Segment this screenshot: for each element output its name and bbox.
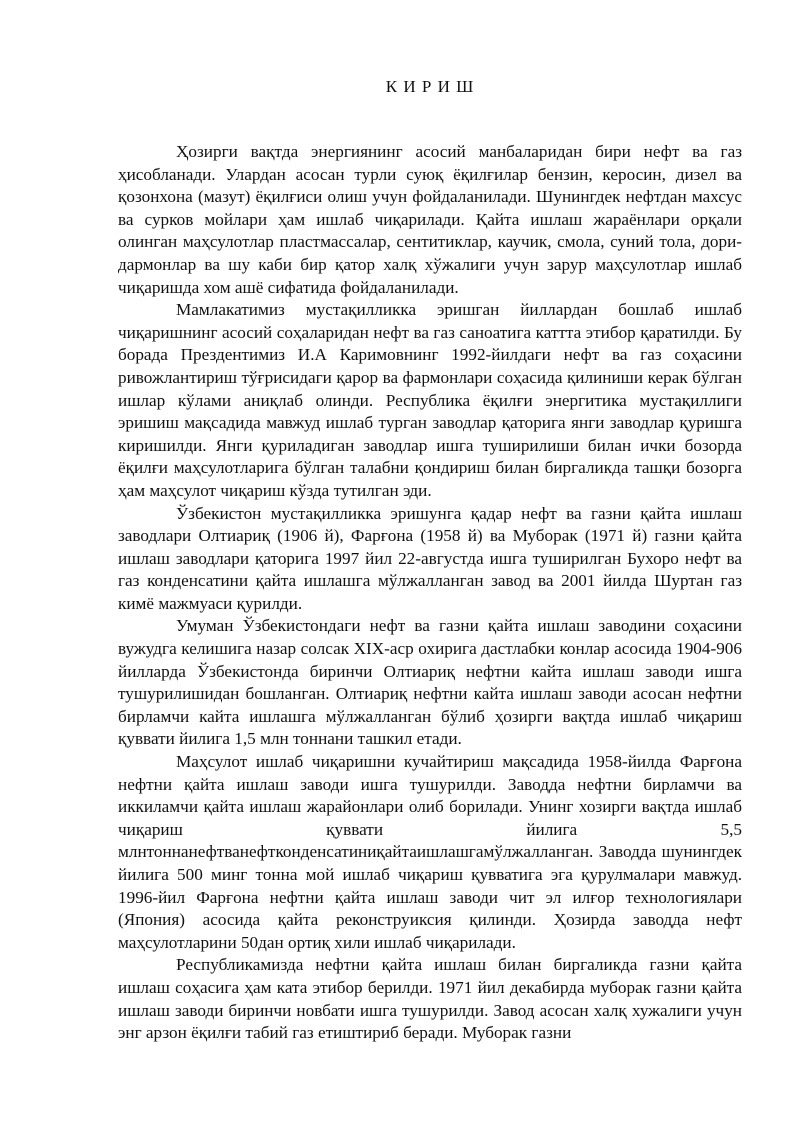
paragraph-4: Умуман Ўзбекистондаги нефт ва газни қайта ишлаш заводини соҳасини вужудга келишига назар солсак XIX-аср охирига дастлабки конлар асосида 1904-906 йилларда Ўзбекистонда биринчи Олтиариқ нефтни кайта ишлаш заводи ишга тушурилишидан бошланган. Олтиариқ нефтни кайта ишлаш заводи асосан нефтни бирламчи кайта ишлашга мўлжалланган бўлиб ҳозирги вақтда ишлаб чиқариш қуввати йилига 1,5 млн тоннани ташкил етади. bbox=[118, 616, 742, 749]
paragraph-2: Мамлакатимиз мустақилликка эришган йиллардан бошлаб ишлаб чиқаришнинг асосий соҳаларидан нефт ва газ саноатига каттта этибор қаратилди. Бу борада Прездентимиз И.А Каримовнинг 1992-йилдаги нефт ва газ соҳасини ривожлантириш тўғрисидаги қарор ва фармонлари соҳасида қилиниши керак бўлган ишлар кўлами аниқлаб олинди. Республика ёқилғи энергитика мустақиллиги эришиш мақсадида мавжуд ишлаб турган заводлар қаторига янги заводлар қуришга киришилди. Янги қуриладиган заводлар ишга туширилиши билан ички бозорда ёқилғи маҳсулотларига бўлган талабни қондириш билан биргаликда ташқи бозорга ҳам маҳсулот чиқариш кўзда тутилган эди. bbox=[118, 300, 742, 500]
paragraph-3: Ўзбекистон мустақилликка эришунга қадар нефт ва газни қайта ишлаш заводлари Олтиариқ (1906 й), Фарғона (1958 й) ва Муборак (1971 й) газни қайта ишлаш заводлари қаторига 1997 йил 22-августда ишга туширилган Бухоро нефт ва газ конденсатини қайта ишлашга мўлжалланган завод ва 2001 йилда Шуртан газ кимё мажмуаси қурилди. bbox=[118, 503, 742, 613]
document-body bbox=[118, 141, 742, 1045]
paragraph-1: Ҳозирги вақтда энергиянинг асосий манбаларидан бири нефт ва газ ҳисобланади. Улардан асосан турли суюқ ёқилғилар бензин, керосин, дизел ва қозонхона (мазут) ёқилғиси олиш учун фойдаланилади. Шунингдек нефтдан махсус ва сурков мойлари ҳам ишлаб чиқарилади. Қайта ишлаш жараёнлари орқали олинган маҳсулотлар пластмассалар, сентитиклар, каучик, смола, суний тола, дори-дармонлар ва шу каби бир қатор халқ хўжалиги учун зарур маҳсулотлар ишлаб чиқаришда хом ашё сифатида фойдаланилади. bbox=[118, 142, 742, 297]
paragraph-6: Республикамизда нефтни қайта ишлаш билан биргаликда газни қайта ишлаш соҳасига ҳам ката этибор берилди. 1971 йил декабирда муборак газни қайта ишлаш заводи биринчи новбати ишга тушурилди. Завод асосан халқ хужалиги учун энг арзон ёқилғи табий газ етиштириб беради. Муборак газни bbox=[118, 955, 742, 1043]
page-title: К И Р И Ш bbox=[385, 77, 475, 96]
paragraph-5: Маҳсулот ишлаб чиқаришни кучайтириш мақсадида 1958-йилда Фарғона нефтни қайта ишлаш заводи ишга тушурилди. Заводда нефтни бирламчи ва иккиламчи қайта ишлаш жарайонлари олиб борилади. Унинг хозирги вақтда ишлаб чиқариш қуввати йилига 5,5 млнтоннанефтванефтконденсатиниқайтаишлашгамўлжалланган. Заводда шунингдек йилига 500 минг тонна мой ишлаб чиқариш қувватига эга қурулмалари мавжуд. 1996-йил Фарғона нефтни қайта ишлаш заводи чит эл илғор технологиялари (Япония) асосида қайта реконструиксия қилинди. Ҳозирда заводда нефт маҳсулотларини 50дан ортиқ хили ишлаб чиқарилади. bbox=[118, 752, 742, 952]
